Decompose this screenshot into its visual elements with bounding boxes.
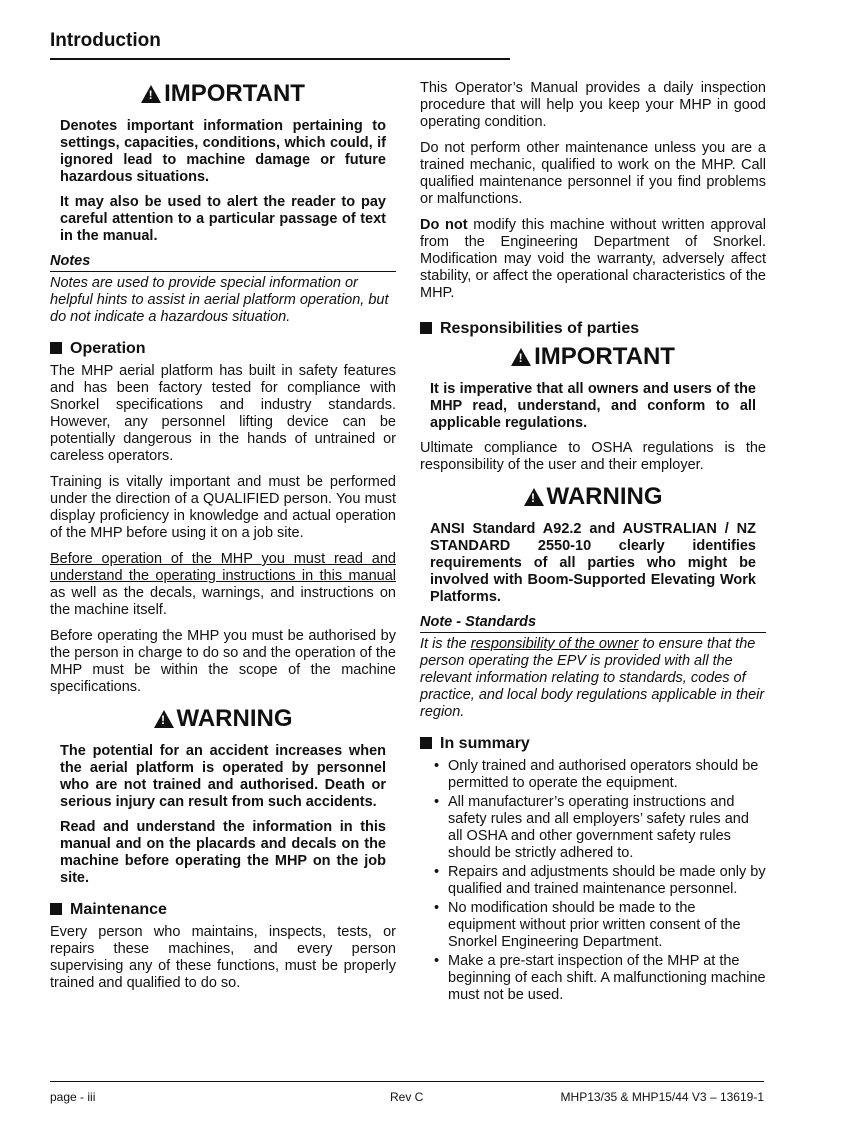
note-standards-heading: Note - Standards	[420, 614, 766, 633]
warning-text-2: Read and understand the information in this manual and on the placards and decals on the machine before operating the MHP on the job site.	[60, 819, 386, 886]
notes-heading: Notes	[50, 253, 396, 272]
intro-text-2: Do not perform other maintenance unless you are a trained mechanic, qualified to work on the MHP. Call qualified maintenance personnel if you find problems or malfunctions.	[420, 140, 766, 207]
warning-triangle-icon	[511, 348, 531, 366]
square-bullet-icon	[420, 737, 432, 749]
notes-text: Notes are used to provide special information or helpful hints to assist in aerial platform operation, but do not indicate a hazardous situation.	[50, 275, 389, 325]
square-bullet-icon	[50, 903, 62, 915]
page-title: Introduction	[50, 30, 161, 51]
warning-callout-body	[50, 743, 396, 887]
important-callout-title-2: !IMPORTANT	[420, 343, 766, 371]
operation-text-3: Before operation of the MHP you must read and understand the operating instructions in this manual as well as the decals, warnings, and instructions on the machine itself.	[50, 551, 396, 618]
maintenance-heading: Maintenance	[50, 901, 396, 918]
warning-callout-title-2: !WARNING	[420, 483, 766, 511]
footer-revision: Rev C	[390, 1090, 424, 1104]
footer-page-number: page - iii	[50, 1090, 96, 1104]
list-item: • Only trained and authorised operators should be permitted to operate the equipment.	[434, 758, 766, 792]
summary-list	[420, 758, 766, 1004]
list-item: • All manufacturer’s operating instructions and safety rules and all employers’ safety rules and all OSHA and other government safety rules should be strictly adhered to.	[434, 794, 766, 862]
operation-text-4: Before operating the MHP you must be authorised by the person in charge to do so and the operation of the MHP must be within the scope of the machine specifications.	[50, 628, 396, 695]
warning-callout-title: !WARNING	[50, 705, 396, 733]
square-bullet-icon	[50, 342, 62, 354]
important-text-3: It is imperative that all owners and users of the MHP read, understand, and conform to all applicable regulations.	[430, 381, 756, 431]
important-text-2: It may also be used to alert the reader to pay careful attention to a particular passage of text in the manual.	[60, 194, 386, 244]
important-callout-title: !IMPORTANT	[50, 80, 396, 108]
list-item: • Make a pre-start inspection of the MHP at the beginning of each shift. A malfunctioning machine must not be used.	[434, 953, 766, 1004]
note-standards-text: It is the responsibility of the owner to ensure that the person operating the EPV is provided with all the relevant information relating to standards, codes of practice, and local body regulations applicable in their region.	[420, 636, 765, 720]
footer-document-id: MHP13/35 & MHP15/44 V3 – 13619-1	[560, 1090, 764, 1104]
warning-text-1: The potential for an accident increases when the aerial platform is operated by personnel who are not trained and authorised. Death or serious injury can result from such accidents.	[60, 743, 386, 810]
operation-heading: Operation	[50, 340, 396, 357]
left-column	[50, 74, 396, 1001]
warning-triangle-icon	[141, 85, 161, 103]
header-rule	[50, 58, 510, 60]
warning-text-3: ANSI Standard A92.2 and AUSTRALIAN / NZ STANDARD 2550-10 clearly identifies requirements of all parties who might be involved with Boom-Supported Elevating Work Platforms.	[430, 521, 756, 605]
warning-triangle-icon	[524, 488, 544, 506]
important-callout-body-2	[420, 381, 766, 432]
osha-text: Ultimate compliance to OSHA regulations is the responsibility of the user and their employer.	[420, 440, 766, 473]
important-callout-body	[50, 118, 396, 245]
warning-triangle-icon	[154, 710, 174, 728]
responsibilities-heading: Responsibilities of parties	[420, 320, 766, 337]
right-column	[420, 74, 766, 1006]
intro-text-3: Do not modify this machine without written approval from the Engineering Department of Snorkel. Modification may void the warranty, adversely affect stability, or affect the operational characteristics of the MHP.	[420, 217, 766, 301]
operation-text-1: The MHP aerial platform has built in safety features and has been factory tested for compliance with Snorkel specifications and industry standards. However, any personnel lifting device can be potentially dangerous in the hands of untrained or careless operators.	[50, 363, 396, 464]
list-item: • Repairs and adjustments should be made only by qualified and trained maintenance personnel.	[434, 864, 766, 898]
intro-text-1: This Operator’s Manual provides a daily inspection procedure that will help you keep your MHP in good operating condition.	[420, 80, 766, 130]
warning-callout-body-2	[420, 521, 766, 606]
summary-heading: In summary	[420, 735, 766, 752]
footer-rule	[50, 1081, 764, 1082]
maintenance-text: Every person who maintains, inspects, tests, or repairs these machines, and every person supervising any of these functions, must be properly trained and qualified to do so.	[50, 924, 396, 991]
operation-text-2: Training is vitally important and must be performed under the direction of a QUALIFIED person. You must display proficiency in knowledge and actual operation of the MHP before using it on a job site.	[50, 474, 396, 541]
list-item: • No modification should be made to the equipment without prior written consent of the Snorkel Engineering Department.	[434, 900, 766, 951]
square-bullet-icon	[420, 322, 432, 334]
important-text-1: Denotes important information pertaining to settings, capacities, conditions, which could, if ignored lead to machine damage or future hazardous situations.	[60, 118, 386, 185]
